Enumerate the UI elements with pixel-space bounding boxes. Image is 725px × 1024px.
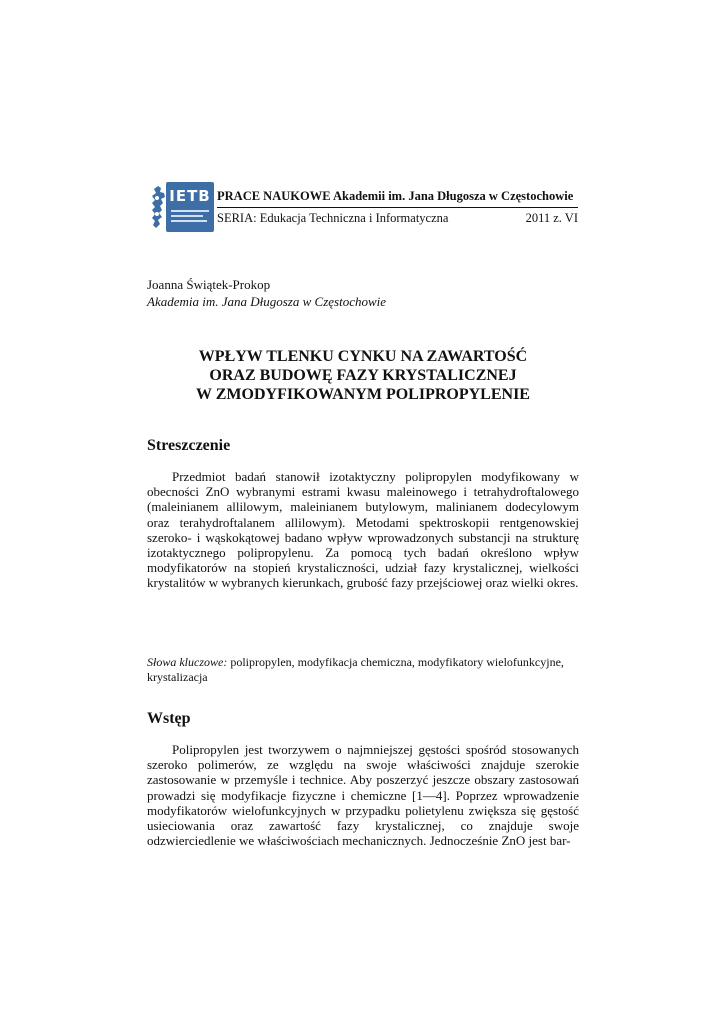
abstract-text: Przedmiot badań stanowił izotaktyczny polipropylen modyfikowany w obecności ZnO wybranymi estrami kwasu maleinowego i tetrahydroftalowego (maleinianem allilowym, maleinianem butylowym, malinianem dodecylowym oraz terahydroftalanem allilowym). Metodami spektroskopii rentgenowskiej szeroko- i wąskokątowej badano wpływ wprowadzonych substancji na strukturę izotaktycznego polipropylenu. Za pomocą tych badań określono wpływ modyfikatorów na stopień krystaliczności, udział fazy krystalicznej, wielkości krystalitów w wybranych kierunkach, grubość fazy przejściowej oraz wielki okres.: [147, 469, 579, 591]
abstract-heading: Streszczenie: [147, 437, 231, 454]
keywords-label: Słowa kluczowe:: [147, 655, 228, 669]
title-line: ORAZ BUDOWĘ FAZY KRYSTALICZNEJ: [209, 367, 517, 384]
paper-title: [147, 347, 579, 404]
intro-text: Polipropylen jest tworzywem o najmniejszej gęstości spośród stosowanych szeroko polimerów, ze względu na swoje właściwości znajduje szerokie zastosowanie w przemyśle i technice. Aby poszerzyć jeszcze obszary zastosowań prowadzi się modyfikacje fizyczne i chemiczne [1—4]. Poprzez wprowadzenie modyfikatorów wielofunkcyjnych w przypadku polietylenu zwiększa się gęstość usieciowania oraz zawartość fazy krystalicznej, co znajduje swoje odzwierciedlenie we właściwościach mechanicznych. Jednocześnie ZnO jest bar-: [147, 742, 579, 849]
publication-title: PRACE NAUKOWE Akademii im. Jana Długosza w Częstochowie: [217, 189, 574, 203]
author-name: Joanna Świątek-Prokop: [147, 277, 271, 292]
logo-text: IETB: [169, 187, 211, 205]
title-line: W ZMODYFIKOWANYM POLIPROPYLENIE: [196, 386, 530, 403]
author-affiliation: Akademia im. Jana Długosza w Częstochowie: [147, 294, 387, 309]
logo-fine-print: [171, 210, 209, 212]
keywords-text: polipropylen, modyfikacja chemiczna, modyfikatory wielofunkcyjne, krystalizacja: [147, 655, 564, 684]
title-line: WPŁYW TLENKU CYNKU NA ZAWARTOŚĆ: [198, 348, 528, 365]
year-volume: 2011 z. VI: [525, 211, 578, 225]
logo-box: [166, 182, 214, 232]
ietb-logo: [146, 180, 216, 234]
journal-header: [146, 180, 578, 236]
logo-fine-print: [171, 220, 207, 222]
intro-heading: Wstęp: [147, 710, 191, 727]
keywords: [147, 655, 579, 685]
header-rule: [217, 207, 578, 208]
series-name: SERIA: Edukacja Techniczna i Informatyczna: [217, 211, 449, 225]
logo-fine-print: [171, 215, 203, 217]
